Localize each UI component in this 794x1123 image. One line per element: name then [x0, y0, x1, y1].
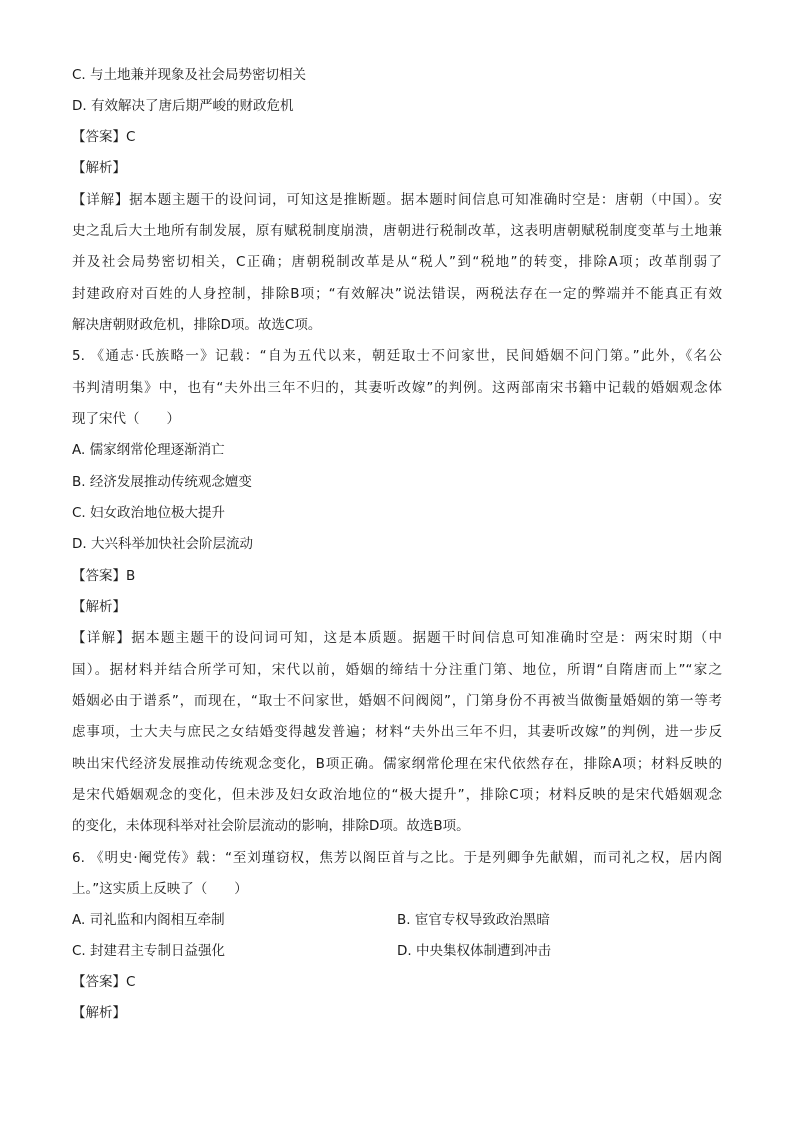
q5-detail-line: 婚姻必由于谱系”，而现在，“取士不问家世，婚姻不问阀阅”，门第身份不再被当做衡量婚姻的第一等考	[72, 693, 722, 709]
q6-option-b: B. 宦官专权导致政治黑暗	[397, 912, 550, 928]
q5-stem-line: 5. 《通志·氏族略一》记载：“自为五代以来，朝廷取士不问家世，民间婚姻不问门第。”此外，《名公	[72, 348, 722, 364]
q5-detail-line: 国）。据材料并结合所学可知，宋代以前，婚姻的缔结十分注重门第、地位，所谓“自隋唐而上”“家之	[72, 662, 722, 678]
q4-option-d: D. 有效解决了唐后期严峻的财政危机	[72, 98, 294, 114]
q5-analysis-label: 【解析】	[72, 599, 126, 615]
q6-analysis-label: 【解析】	[72, 1005, 126, 1021]
q5-option-d: D. 大兴科举加快社会阶层流动	[72, 536, 253, 552]
q5-detail-line: 是宋代婚姻观念的变化，但未涉及妇女政治地位的“极大提升”，排除C项；材料反映的是宋代婚姻观念	[72, 787, 722, 803]
q6-stem-line: 6. 《明史·阉党传》载：“至刘瑾窃权，焦芳以阁臣首与之比。于是列卿争先献媚，而司礼之权，居内阁	[72, 850, 722, 866]
q6-stem-line: 上。”这实质上反映了（ ）	[72, 881, 248, 897]
q4-detail-line: 并及社会局势密切相关，C正确；唐朝税制改革是从“税人”到“税地”的转变，排除A项；改革削弱了	[72, 254, 722, 270]
q4-detail-line: 封建政府对百姓的人身控制，排除B项；“有效解决”说法错误，两税法存在一定的弊端并不能真正有效	[72, 286, 722, 302]
q5-detail-line: 虑事项，士大夫与庶民之女结婚变得越发普遍；材料“夫外出三年不归，其妻听改嫁”的判例，进一步反	[72, 724, 722, 740]
q4-detail-line: 【详解】据本题主题干的设问词，可知这是推断题。据本题时间信息可知准确时空是：唐朝（中国）。安	[72, 192, 722, 208]
q5-detail-line: 映出宋代经济发展推动传统观念变化，B项正确。儒家纲常伦理在宋代依然存在，排除A项；材料反映的	[72, 756, 722, 772]
q4-option-c: C. 与土地兼并现象及社会局势密切相关	[72, 67, 307, 83]
q4-answer: 【答案】C	[72, 129, 136, 145]
q5-stem-line: 书判清明集》中，也有“夫外出三年不归的，其妻听改嫁”的判例。这两部南宋书籍中记载的婚姻观念体	[72, 380, 722, 396]
q6-option-d: D. 中央集权体制遭到冲击	[397, 943, 551, 959]
q5-stem-line: 现了宋代（ ）	[72, 411, 180, 427]
q6-option-c: C. 封建君主专制日益强化	[72, 943, 226, 959]
q5-option-c: C. 妇女政治地位极大提升	[72, 505, 226, 521]
q4-detail-line: 史之乱后大土地所有制发展，原有赋税制度崩溃，唐朝进行税制改革，这表明唐朝赋税制度变革与土地兼	[72, 223, 722, 239]
q6-answer: 【答案】C	[72, 974, 136, 990]
q4-analysis-label: 【解析】	[72, 160, 126, 176]
q6-option-a: A. 司礼监和内阁相互牵制	[72, 912, 225, 928]
q5-answer: 【答案】B	[72, 568, 136, 584]
q5-detail-line: 【详解】据本题主题干的设问词可知，这是本质题。据题干时间信息可知准确时空是：两宋时期（中	[72, 630, 722, 646]
q5-option-a: A. 儒家纲常伦理逐渐消亡	[72, 442, 225, 458]
q5-detail-line: 的变化，未体现科举对社会阶层流动的影响，排除D项。故选B项。	[72, 818, 470, 834]
q5-option-b: B. 经济发展推动传统观念嬗变	[72, 474, 252, 490]
q4-detail-line: 解决唐朝财政危机，排除D项。故选C项。	[72, 317, 322, 333]
